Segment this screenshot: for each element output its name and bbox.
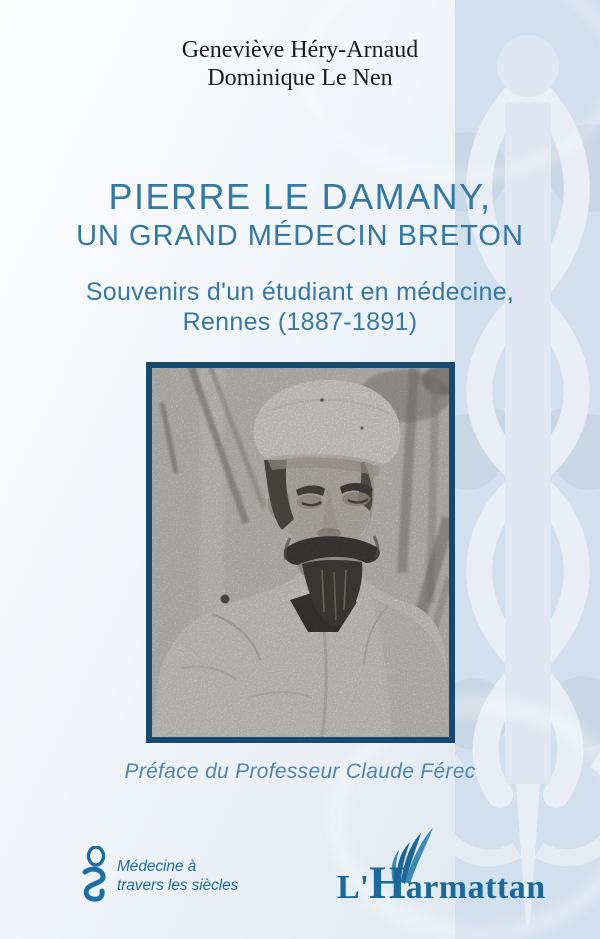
title-line-2: UN GRAND MÉDECIN BRETON (76, 220, 524, 252)
publisher-name (337, 856, 546, 910)
book-title (0, 177, 600, 253)
author-2: Dominique Le Nen (207, 65, 393, 91)
book-subtitle (0, 277, 600, 337)
collection-name (117, 857, 238, 895)
publisher-part-l: L' (337, 869, 370, 906)
collection-line-2: travers les siècles (117, 877, 239, 894)
subtitle-line-1: Souvenirs d'un étudiant en médecine, (85, 278, 515, 306)
asclepius-staff-icon (82, 846, 108, 906)
publisher-part-rest: armattan (405, 869, 546, 906)
portrait-photo (146, 362, 455, 743)
author-1: Geneviève Héry-Arnaud (181, 37, 419, 63)
author-names (0, 36, 600, 92)
photo-grain (152, 368, 449, 737)
preface-credit: Préface du Professeur Claude Férec (124, 760, 476, 783)
title-line-1: PIERRE LE DAMANY, (108, 176, 492, 217)
collection-logo (82, 846, 238, 906)
publisher-part-h: H (369, 857, 406, 909)
portrait-illustration (152, 368, 449, 737)
decorative-band (455, 0, 600, 939)
collection-line-1: Médecine à (117, 858, 197, 875)
caduceus-pattern (455, 0, 600, 939)
subtitle-line-2: Rennes (1887-1891) (182, 308, 418, 336)
